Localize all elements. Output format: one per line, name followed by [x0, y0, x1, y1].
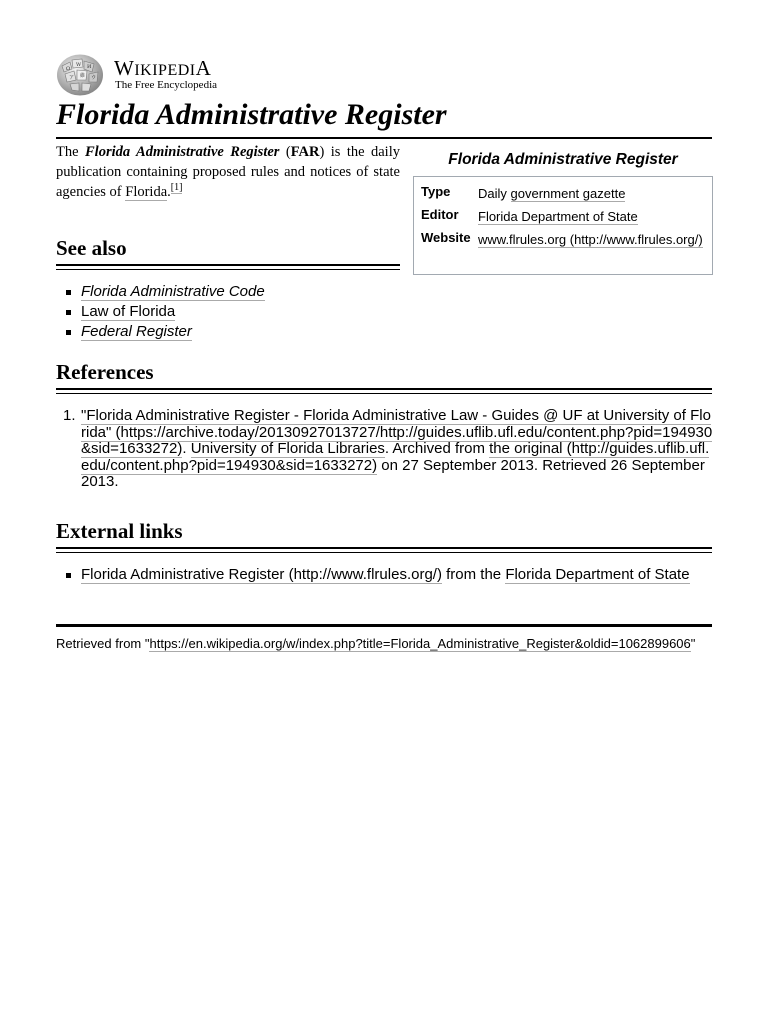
- svg-text:ア: ア: [69, 75, 75, 81]
- lead-paragraph: The Florida Administrative Register (FAR) is the daily publication containing proposed rules and notices of state agencies of Florida.[1]: [56, 144, 400, 200]
- section-divider: [56, 547, 712, 553]
- svg-text:維: 維: [80, 73, 86, 79]
- title-divider: [56, 137, 712, 139]
- svg-text:W: W: [76, 62, 82, 68]
- federal-register-link[interactable]: Federal Register: [81, 323, 192, 340]
- wikipedia-globe-icon: [56, 54, 104, 96]
- external-links-list: [56, 565, 690, 585]
- wikipedia-tagline: The Free Encyclopedia: [115, 79, 218, 91]
- government-gazette-link[interactable]: government gazette: [510, 186, 626, 201]
- reference-text: "Florida Administrative Register - Florida Administrative Law - Guides @ UF at University of Florida" (https://archive.today/20130927013727/http://guides.uflib.ufl.edu/content.php?pid=194930&sid=1633272). University of Florida Libraries. Archived from the original (http://guides.uflib.ufl.edu/content.php?pid=194930&sid=1633272) on 27 September 2013. Retrieved 26 September 2013.: [81, 407, 713, 490]
- infobox-label: Editor: [421, 207, 459, 222]
- infobox-label: Website: [421, 230, 471, 245]
- section-divider: [56, 264, 400, 270]
- footer-divider: [56, 624, 712, 627]
- florida-link[interactable]: Florida: [125, 184, 168, 200]
- section-heading-see-also: See also: [56, 236, 127, 260]
- reference-number: 1.: [63, 407, 76, 424]
- infobox-label: Type: [421, 184, 451, 199]
- infobox-value: Daily government gazette: [478, 186, 626, 201]
- wikipedia-logo[interactable]: [56, 54, 236, 98]
- list-item: [56, 302, 265, 322]
- flrules-external-link[interactable]: Florida Administrative Register (http://www.flrules.org/): [81, 566, 442, 583]
- florida-administrative-code-link[interactable]: Florida Administrative Code: [81, 283, 265, 300]
- infobox-caption: Florida Administrative Register: [448, 151, 678, 168]
- svg-text:Ω: Ω: [66, 66, 71, 72]
- section-divider: [56, 388, 712, 394]
- wikipedia-wordmark: WIKIPEDIA: [114, 56, 212, 80]
- infobox-value: [478, 207, 706, 226]
- florida-department-of-state-link[interactable]: Florida Department of State: [505, 566, 690, 583]
- retrieved-from: Retrieved from "https://en.wikipedia.org/w/index.php?title=Florida_Administrative_Register&oldid=1062899606": [56, 636, 696, 651]
- florida-department-of-state-link[interactable]: Florida Department of State: [478, 209, 638, 224]
- infobox: [413, 176, 713, 275]
- original-source-link[interactable]: the original (http://guides.uflib.ufl.edu/content.php?pid=194930&sid=1633272): [81, 440, 710, 474]
- page-title: Florida Administrative Register: [56, 98, 447, 131]
- see-also-list: [56, 282, 265, 342]
- list-item: [56, 282, 265, 302]
- section-heading-external-links: External links: [56, 519, 183, 543]
- abbreviation: FAR: [290, 144, 320, 160]
- section-heading-references: References: [56, 360, 154, 384]
- uf-libraries-link[interactable]: University of Florida Libraries: [190, 440, 385, 457]
- permanent-link[interactable]: https://en.wikipedia.org/w/index.php?title=Florida_Administrative_Register&oldid=1062899606: [149, 636, 691, 651]
- law-of-florida-link[interactable]: Law of Florida: [81, 303, 176, 320]
- list-item: Florida Administrative Register (http://www.flrules.org/) from the Florida Department of State: [56, 565, 690, 585]
- list-item: [56, 322, 265, 342]
- svg-text:И: И: [87, 64, 92, 70]
- website-link[interactable]: www.flrules.org (http://www.flrules.org/): [478, 232, 703, 247]
- article-subject: Florida Administrative Register: [85, 144, 280, 160]
- reference-archive-link[interactable]: "Florida Administrative Register - Florida Administrative Law - Guides @ UF at University of Florida" (https://archive.today/20130927013727/http://guides.uflib.ufl.edu/content.php?pid=194930&sid=1633272): [81, 407, 713, 457]
- infobox-value: [478, 230, 706, 249]
- svg-text:ウ: ウ: [91, 75, 97, 81]
- citation-link-1[interactable]: [1]: [170, 182, 183, 194]
